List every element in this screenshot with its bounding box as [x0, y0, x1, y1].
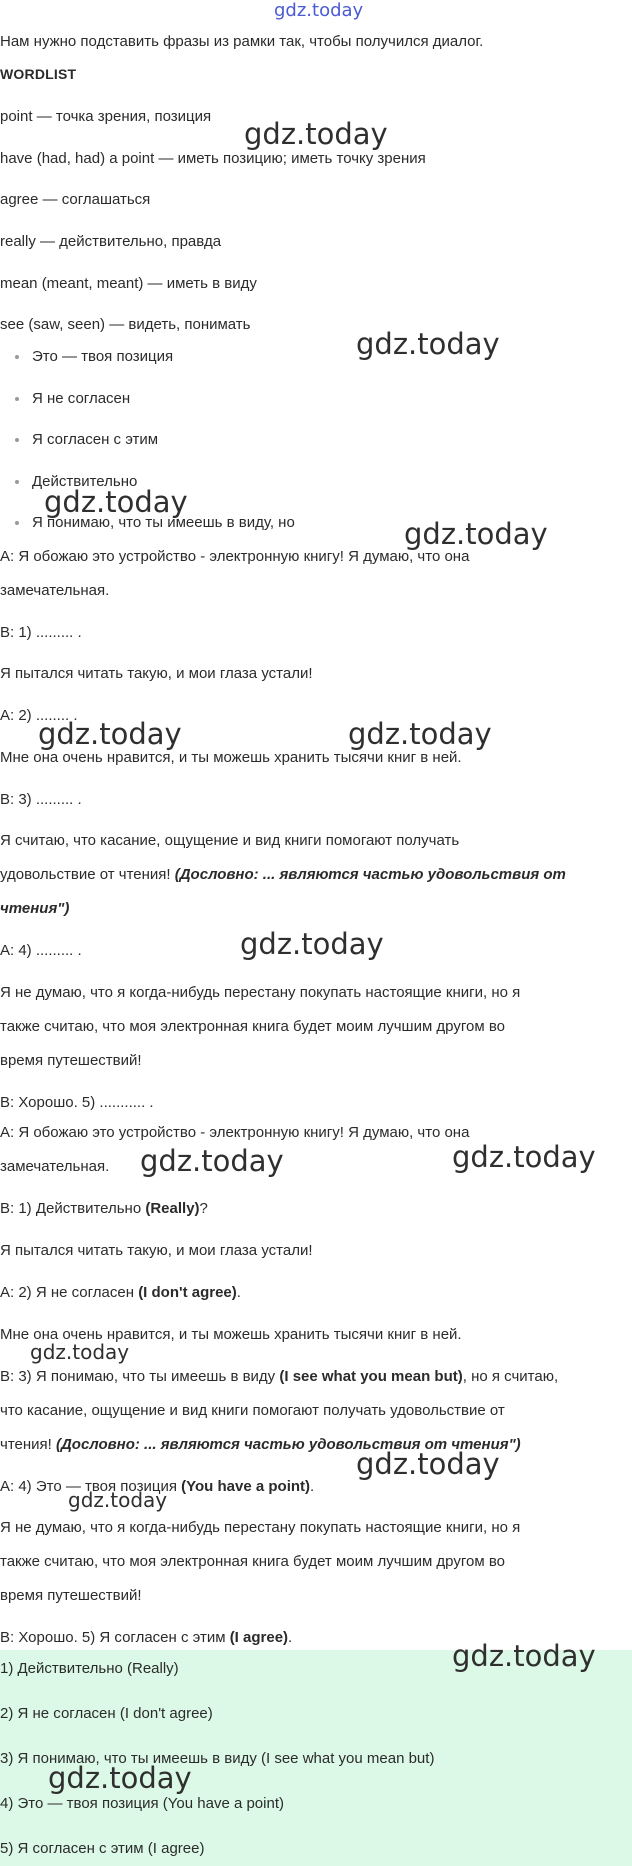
dialog-line: время путешествий!: [0, 1052, 142, 1069]
wordlist-item: have (had, had) a point — иметь позицию; иметь точку зрения: [0, 150, 426, 167]
phrase-option: Действительно: [0, 465, 295, 507]
answered-line: что касание, ощущение и вид книги помогают получать удовольствие от: [0, 1402, 505, 1419]
english-phrase: (You have a point): [181, 1478, 311, 1495]
watermark: gdz.today: [356, 1447, 500, 1481]
watermark: gdz.today: [244, 117, 388, 151]
watermark: gdz.today: [240, 927, 384, 961]
dialog-line: также считаю, что моя электронная книга будет моим лучшим другом во: [0, 1018, 505, 1035]
dialog-line: B: 3) ......... .: [0, 791, 82, 808]
dialog-line: Мне она очень нравится, и ты можешь хранить тысячи книг в ней.: [0, 749, 462, 766]
answered-line: [0, 1366, 558, 1388]
answered-line: время путешествий!: [0, 1587, 142, 1604]
answered-text: A: 4) Это — твоя позиция: [0, 1478, 182, 1495]
dialog-line: B: 1) ......... .: [0, 624, 82, 641]
dialog-line: A: 4) ......... .: [0, 942, 82, 959]
wordlist-heading: WORDLIST: [0, 66, 77, 82]
dialog-line: замечательная.: [0, 582, 110, 599]
phrase-option: Я понимаю, что ты имеешь в виду, но: [0, 506, 295, 548]
answer-item: 3) Я понимаю, что ты имеешь в виду (I see what you mean but): [0, 1750, 435, 1767]
answered-line: [0, 1627, 292, 1649]
dialog-line: A: 2) ........ .: [0, 707, 78, 724]
answered-text: B: Хорошо. 5) Я согласен с этим: [0, 1629, 230, 1646]
watermark: gdz.today: [68, 1488, 168, 1512]
wordlist-item: agree — соглашаться: [0, 191, 151, 208]
answered-line: Я пытался читать такую, и мои глаза устали!: [0, 1242, 313, 1259]
watermark: gdz.today: [140, 1144, 284, 1178]
watermark: gdz.today: [30, 1340, 130, 1364]
watermark: gdz.today: [404, 517, 548, 551]
answered-line: также считаю, что моя электронная книга будет моим лучшим другом во: [0, 1553, 505, 1570]
dialog-line: B: Хорошо. 5) ........... .: [0, 1094, 154, 1111]
wordlist-item: see (saw, seen) — видеть, понимать: [0, 316, 251, 333]
wordlist-item: mean (meant, meant) — иметь в виду: [0, 275, 257, 292]
answered-text: B: 1) Действительно: [0, 1200, 146, 1217]
answered-text: .: [288, 1629, 293, 1646]
answer-item: 1) Действительно (Really): [0, 1660, 179, 1677]
answered-line: Я не думаю, что я когда-нибудь перестану покупать настоящие книги, но я: [0, 1519, 521, 1536]
watermark: gdz.today: [44, 485, 188, 519]
dialog-line: Я не думаю, что я когда-нибудь перестану покупать настоящие книги, но я: [0, 984, 521, 1001]
wordlist-item: point — точка зрения, позиция: [0, 108, 212, 125]
watermark: gdz.today: [38, 717, 182, 751]
literal-translation-note: (Дословно: ... являются частью удовольствия от чтения"): [55, 1436, 521, 1453]
answered-text: A: 2) Я не согласен: [0, 1284, 139, 1301]
dialog-line: Я пытался читать такую, и мои глаза устали!: [0, 665, 313, 682]
watermark: gdz.today: [348, 717, 492, 751]
wordlist-item: really — действительно, правда: [0, 233, 222, 250]
dialog-line: A: Я обожаю это устройство - электронную книгу! Я думаю, что она: [0, 548, 470, 565]
answered-line: [0, 1282, 241, 1304]
watermark: gdz.today: [452, 1140, 596, 1174]
answered-line: A: Я обожаю это устройство - электронную книгу! Я думаю, что она: [0, 1124, 470, 1141]
phrase-option: Я согласен с этим: [0, 423, 295, 465]
phrase-option: Это — твоя позиция: [0, 340, 295, 382]
literal-translation-note: чтения"): [0, 900, 70, 917]
watermark: gdz.today: [48, 1761, 192, 1795]
answered-line: [0, 1198, 208, 1220]
dialog-text: удовольствие от чтения!: [0, 866, 175, 883]
answered-text: ?: [199, 1200, 208, 1217]
watermark: gdz.today: [452, 1639, 596, 1673]
answered-line: Мне она очень нравится, и ты можешь хранить тысячи книг в ней.: [0, 1326, 462, 1343]
literal-translation-note: (Дословно: ... являются частью удовольствия от: [174, 866, 566, 883]
answer-item: 5) Я согласен с этим (I agree): [0, 1840, 205, 1857]
watermark: gdz.today: [356, 327, 500, 361]
answered-line: замечательная.: [0, 1158, 110, 1175]
dialog-line: [0, 864, 566, 886]
answered-text: .: [310, 1478, 315, 1495]
english-phrase: (Really): [145, 1200, 200, 1217]
answered-text: .: [236, 1284, 241, 1301]
answer-item: 2) Я не согласен (I don't agree): [0, 1705, 213, 1722]
answered-text: B: 3) Я понимаю, что ты имеешь в виду: [0, 1368, 280, 1385]
answered-text: чтения!: [0, 1436, 56, 1453]
phrase-option: Я не согласен: [0, 382, 295, 424]
answer-item: 4) Это — твоя позиция (You have a point): [0, 1795, 284, 1812]
english-phrase: (I see what you mean but): [279, 1368, 463, 1385]
task-intro: Нам нужно подставить фразы из рамки так, чтобы получился диалог.: [0, 33, 484, 50]
english-phrase: (I agree): [229, 1629, 289, 1646]
dialog-line: Я считаю, что касание, ощущение и вид книги помогают получать: [0, 832, 460, 849]
english-phrase: (I don't agree): [138, 1284, 237, 1301]
answered-text: , но я считаю,: [462, 1368, 559, 1385]
site-watermark-header: gdz.today: [274, 0, 364, 21]
